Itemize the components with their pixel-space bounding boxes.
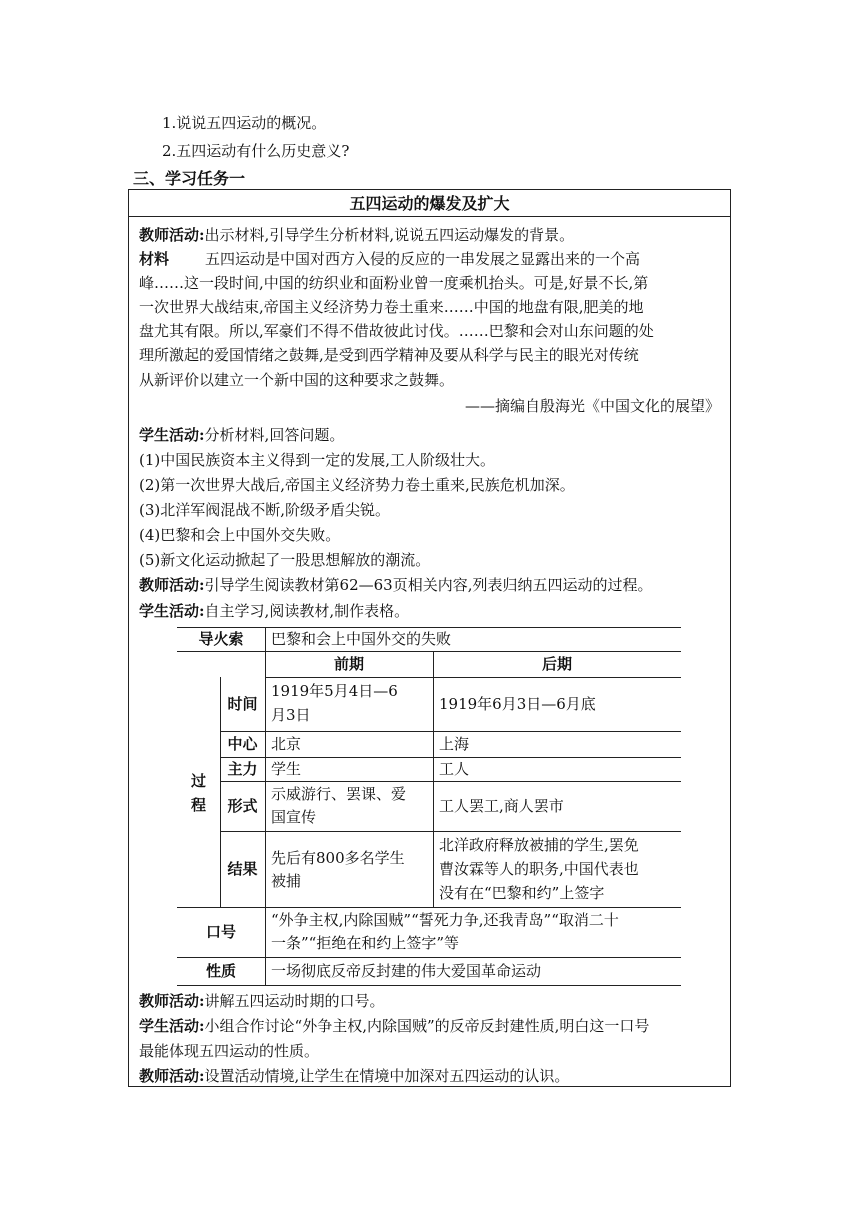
time-early-line-1: 1919年5月4日—6 — [271, 682, 398, 700]
movement-summary-table — [177, 627, 681, 985]
slogan-line-2: 一条”“拒绝在和约上签字”等 — [271, 934, 460, 952]
fuse-label: 导火索 — [198, 630, 244, 648]
teacher-activity-4 — [139, 1066, 569, 1086]
teacher-activity-2 — [139, 575, 653, 595]
material-label: 材料 — [139, 250, 170, 268]
form-label: 形式 — [227, 797, 258, 815]
material-line-6: 从新评价以建立一个新中国的这种要求之鼓舞。 — [139, 371, 455, 389]
teacher-activity-label: 教师活动: — [139, 226, 205, 244]
teacher-activity-text: 出示材料,引导学生分析材料,说说五四运动爆发的背景。 — [204, 226, 575, 244]
title-divider — [129, 216, 730, 217]
late-header: 后期 — [541, 655, 572, 673]
material-line-5: 理所激起的爱国情绪之鼓舞,是受到西学精神及要从科学与民主的眼光对传统 — [139, 346, 639, 364]
student-activity-2 — [139, 601, 409, 621]
time-label: 时间 — [227, 695, 258, 713]
result-late-line-2: 曹汝霖等人的职务,中国代表也 — [439, 860, 639, 878]
process-label-2: 程 — [190, 796, 206, 814]
teacher-activity-label: 教师活动: — [139, 1067, 205, 1085]
answer-1: (1)中国民族资本主义得到一定的发展,工人阶级壮大。 — [139, 451, 496, 469]
section-heading: 三、学习任务一 — [133, 169, 246, 188]
force-label: 主力 — [227, 760, 258, 778]
student-activity-text: 分析材料,回答问题。 — [204, 426, 345, 444]
answer-4: (4)巴黎和会上中国外交失败。 — [139, 526, 341, 544]
time-early-line-2: 月3日 — [271, 706, 311, 724]
result-early-line-1: 先后有800多名学生 — [271, 849, 405, 867]
time-late: 1919年6月3日—6月底 — [439, 695, 596, 713]
teacher-activity-text: 讲解五四运动时期的口号。 — [204, 992, 385, 1010]
nature-label: 性质 — [205, 962, 236, 980]
teacher-activity-text: 设置活动情境,让学生在情境中加深对五四运动的认识。 — [204, 1067, 570, 1085]
task-box — [128, 189, 731, 1087]
center-early: 北京 — [271, 735, 302, 753]
result-early-line-2: 被捕 — [271, 872, 302, 890]
center-late: 上海 — [439, 735, 470, 753]
teacher-activity-label: 教师活动: — [139, 576, 205, 594]
form-late: 工人罢工,商人罢市 — [439, 797, 564, 815]
form-early-line-1: 示威游行、罢课、爱 — [271, 785, 407, 803]
task-title: 五四运动的爆发及扩大 — [349, 194, 510, 213]
teacher-activity-label: 教师活动: — [139, 992, 205, 1010]
material-line-4: 盘尤其有限。所以,军豪们不得不借故彼此讨伐。……巴黎和会对山东问题的处 — [139, 322, 654, 340]
slogan-label: 口号 — [205, 923, 236, 941]
student-activity-label: 学生活动: — [139, 602, 205, 620]
result-late-line-1: 北洋政府释放被捕的学生,罢免 — [439, 836, 639, 854]
material-line-2: 峰……这一段时间,中国的纺织业和面粉业曾一度乘机抬头。可是,好景不长,第 — [139, 274, 649, 292]
force-late: 工人 — [439, 760, 470, 778]
result-label: 结果 — [227, 860, 258, 878]
student-activity-1 — [139, 425, 344, 445]
material-source: ——摘编自殷海光《中国文化的展望》 — [464, 397, 720, 415]
slogan-line-1: “外争主权,内除国贼”“誓死力争,还我青岛”“取消二十 — [271, 911, 619, 929]
center-label: 中心 — [227, 735, 258, 753]
force-early: 学生 — [271, 760, 302, 778]
answer-5: (5)新文化运动掀起了一股思想解放的潮流。 — [139, 551, 431, 569]
student-activity-3-cont: 最能体现五四运动的性质。 — [139, 1042, 320, 1060]
fuse-value: 巴黎和会上中国外交的失败 — [271, 630, 452, 648]
form-early-line-2: 国宣传 — [271, 808, 317, 826]
question-1: 1.说说五四运动的概况。 — [162, 114, 327, 132]
student-activity-3 — [139, 1016, 649, 1036]
teacher-activity-3 — [139, 991, 385, 1011]
process-label-1: 过 — [190, 772, 206, 790]
student-activity-text: 自主学习,阅读教材,制作表格。 — [204, 602, 410, 620]
material-text: 五四运动是中国对西方入侵的反应的一串发展之显露出来的一个高 — [205, 250, 641, 268]
material-line-3: 一次世界大战结束,帝国主义经济势力卷土重来……中国的地盘有限,肥美的地 — [139, 298, 644, 316]
teacher-activity-1 — [139, 225, 574, 245]
early-header: 前期 — [333, 655, 364, 673]
nature-value: 一场彻底反帝反封建的伟大爱国革命运动 — [271, 962, 542, 980]
student-activity-label: 学生活动: — [139, 426, 205, 444]
material-line-1 — [139, 249, 640, 269]
answer-3: (3)北洋军阀混战不断,阶级矛盾尖锐。 — [139, 501, 391, 519]
result-late-line-3: 没有在“巴黎和约”上签字 — [439, 884, 605, 902]
answer-2: (2)第一次世界大战后,帝国主义经济势力卷土重来,民族危机加深。 — [139, 476, 575, 494]
question-2: 2.五四运动有什么历史意义? — [162, 142, 350, 160]
teacher-activity-text: 引导学生阅读教材第62—63页相关内容,列表归纳五四运动的过程。 — [204, 576, 653, 594]
student-activity-text: 小组合作讨论“外争主权,内除国贼”的反帝反封建性质,明白这一口号 — [204, 1017, 650, 1035]
student-activity-label: 学生活动: — [139, 1017, 205, 1035]
